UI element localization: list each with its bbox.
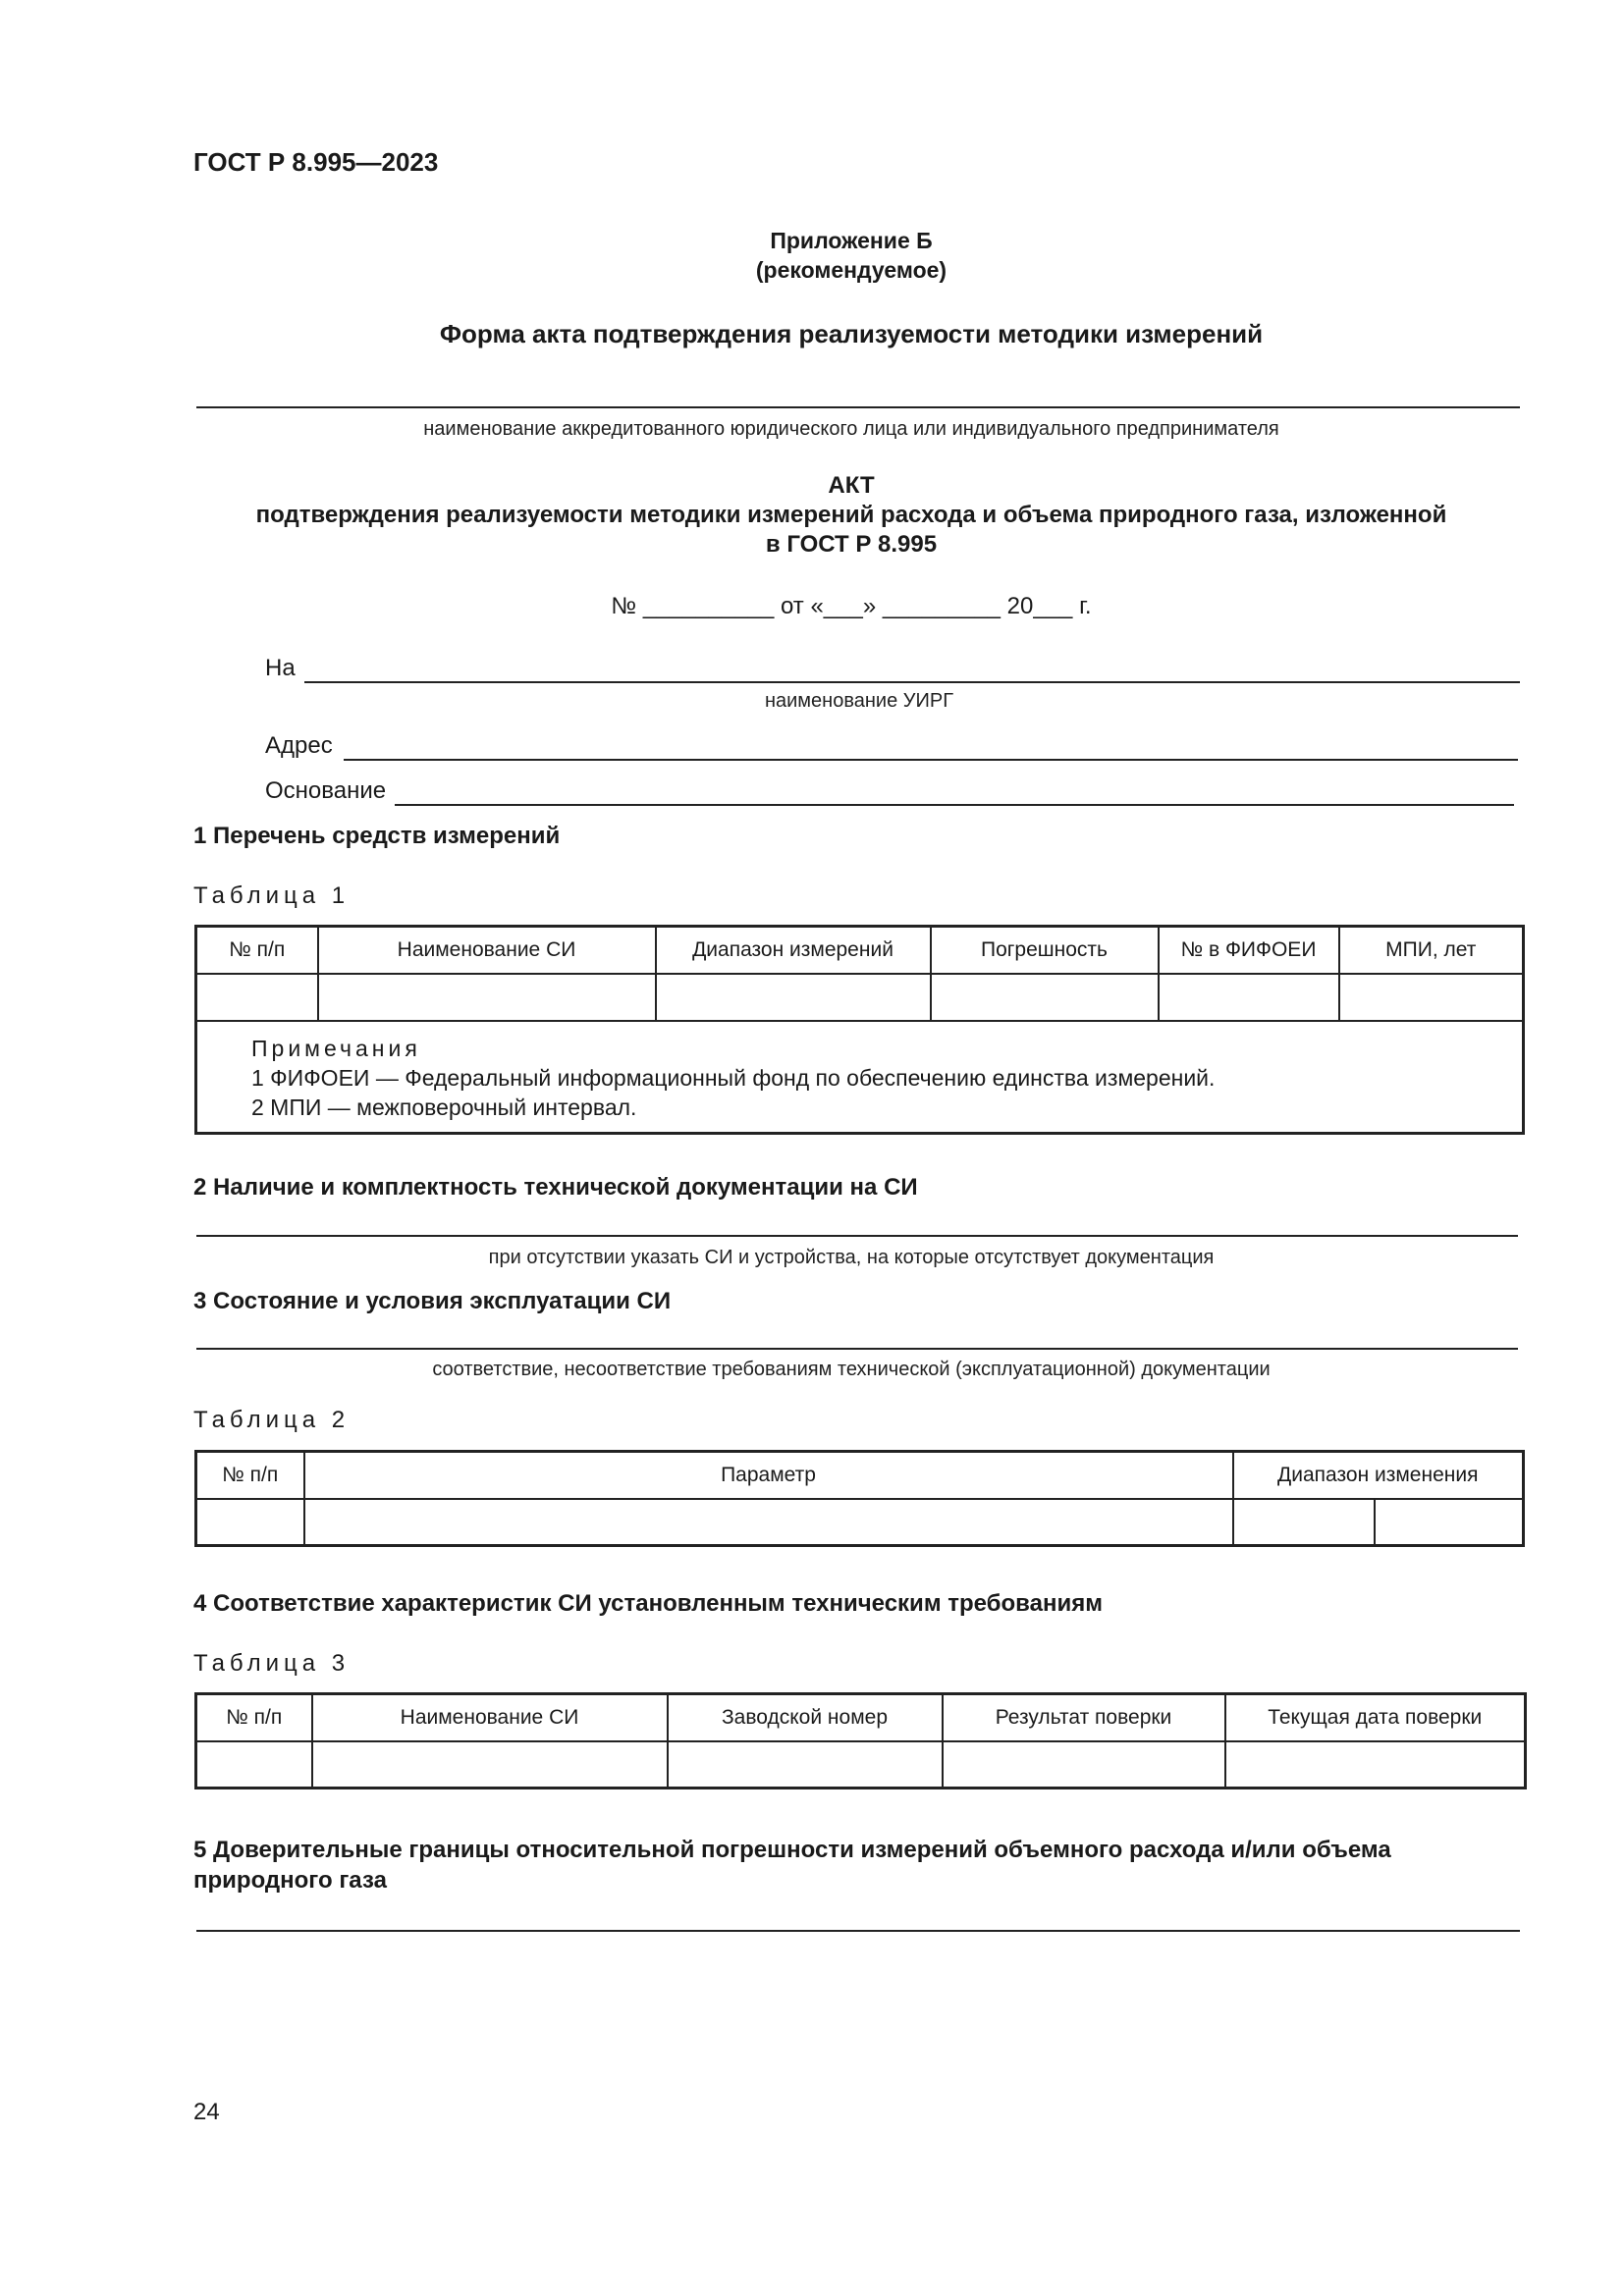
table1-cell[interactable] [656,974,931,1021]
act-number-line: № __________ от «___» _________ 20___ г. [611,593,1092,619]
notes-title: Примечания [251,1035,421,1061]
table3-col-number: № п/п [196,1694,312,1741]
table3-cell[interactable] [1225,1741,1526,1789]
appendix-title: Приложение Б [770,228,933,253]
to-fill-line [304,681,1520,683]
table3-col-date: Текущая дата поверки [1225,1694,1526,1741]
table3-header-row [196,1694,1526,1741]
table2-col-number: № п/п [196,1452,304,1499]
table3-col-name: Наименование СИ [312,1694,668,1741]
section2-heading: 2 Наличие и комплектность технической документации на СИ [193,1174,918,1201]
table3-cell[interactable] [943,1741,1225,1789]
act-title: АКТ [828,472,875,499]
section3-caption: соответствие, несоответствие требованиям технической (эксплуатационной) документации [432,1359,1271,1380]
table2-row [196,1499,1524,1546]
to-caption: наименование УИРГ [764,690,954,712]
table1-notes-row [196,1021,1524,1134]
table2 [194,1450,1525,1547]
table2-header-row [196,1452,1524,1499]
address-fill-line [344,759,1518,761]
table3-cell[interactable] [312,1741,668,1789]
basis-fill-line [395,804,1514,806]
note-2: 2 МПИ — межповерочный интервал. [251,1094,637,1120]
table2-cell[interactable] [1233,1499,1375,1546]
table2-cell[interactable] [304,1499,1233,1546]
table1-col-range: Диапазон измерений [656,927,931,974]
table3-col-result: Результат поверки [943,1694,1225,1741]
act-subtitle-line1: подтверждения реализуемости методики измерений расхода и объема природного газа, изложенной [255,502,1447,528]
table1-cell[interactable] [196,974,318,1021]
section1-heading: 1 Перечень средств измерений [193,823,561,849]
table3-cell[interactable] [668,1741,943,1789]
table1-col-fifoei: № в ФИФОЕИ [1159,927,1339,974]
address-label: Адрес [265,732,333,759]
table3-cell[interactable] [196,1741,312,1789]
table3 [194,1692,1527,1789]
basis-label: Основание [265,777,387,804]
section5-heading-line2: природного газа [193,1867,387,1894]
table1-caption: Таблица 1 [193,882,351,909]
section2-fill-line [196,1235,1518,1237]
table1-col-name: Наименование СИ [318,927,656,974]
table1-row [196,974,1524,1021]
page-number: 24 [193,2099,220,2125]
table3-col-serial: Заводской номер [668,1694,943,1741]
form-title: Форма акта подтверждения реализуемости методики измерений [439,319,1264,348]
to-label: На [265,655,296,681]
section5-fill-line [196,1930,1520,1932]
table1-cell[interactable] [1159,974,1339,1021]
act-heading [193,471,1509,560]
section5-heading [193,1835,1391,1896]
table1-cell[interactable] [1339,974,1524,1021]
table2-caption: Таблица 2 [193,1407,351,1433]
organization-fill-line [196,406,1520,408]
table1-cell[interactable] [931,974,1159,1021]
appendix-status: (рекомендуемое) [755,257,947,283]
table3-row [196,1741,1526,1789]
appendix-heading [193,226,1509,285]
table3-caption: Таблица 3 [193,1650,351,1677]
section5-heading-line1: 5 Доверительные границы относительной погрешности измерений объемного расхода и/или объема [193,1837,1391,1863]
section3-fill-line [196,1348,1518,1350]
section3-heading: 3 Состояние и условия эксплуатации СИ [193,1288,672,1314]
table2-cell[interactable] [1375,1499,1524,1546]
table2-cell[interactable] [196,1499,304,1546]
act-subtitle-line2: в ГОСТ Р 8.995 [765,531,938,558]
table1 [194,925,1525,1135]
table1-cell[interactable] [318,974,656,1021]
document-code: ГОСТ Р 8.995—2023 [193,147,439,177]
table1-notes [196,1021,1524,1134]
table1-header-row [196,927,1524,974]
table2-col-parameter: Параметр [304,1452,1233,1499]
note-1: 1 ФИФОЕИ — Федеральный информационный фонд по обеспечению единства измерений. [251,1064,1216,1091]
organization-caption: наименование аккредитованного юридического лица или индивидуального предпринимателя [423,418,1279,440]
table1-col-number: № п/п [196,927,318,974]
table1-col-mpi: МПИ, лет [1339,927,1524,974]
table2-col-range: Диапазон изменения [1233,1452,1524,1499]
section4-heading: 4 Соответствие характеристик СИ установленным техническим требованиям [193,1590,1103,1617]
section2-caption: при отсутствии указать СИ и устройства, на которые отсутствует документация [488,1247,1215,1268]
table1-col-error: Погрешность [931,927,1159,974]
